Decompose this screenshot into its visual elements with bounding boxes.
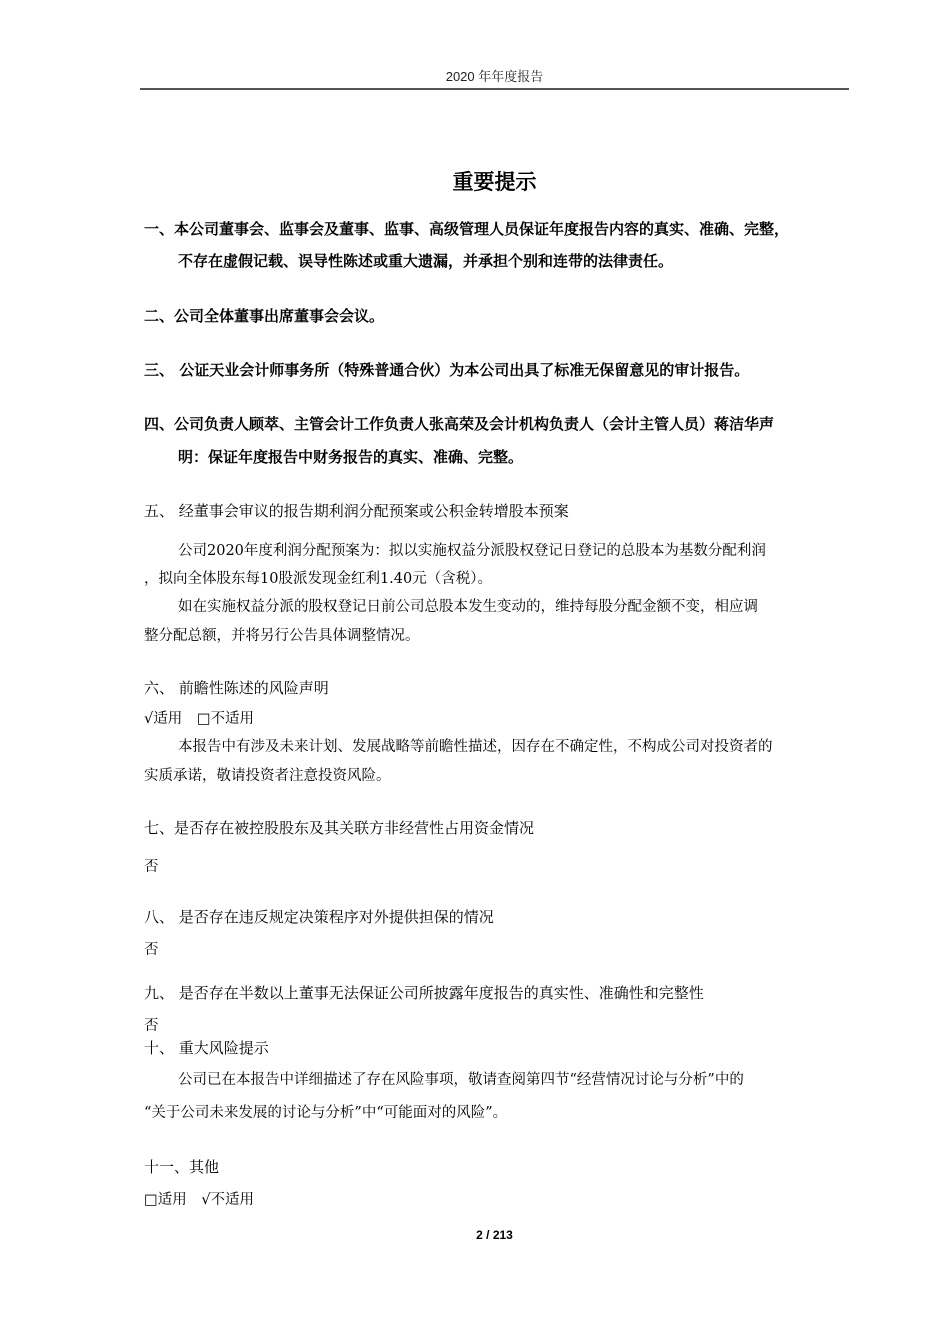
section-6-options [144,709,264,729]
section-11-options [144,1190,264,1210]
section-7-answer: 否 [144,859,159,875]
section-3-line-1: 三、 公证天业会计师事务所（特殊普通合伙）为本公司出具了标准无保留意见的审计报告。 [144,361,750,379]
not-applicable-checked-option: √不适用 [201,1192,255,1208]
section-1-line-1: 一、本公司董事会、监事会及董事、监事、高级管理人员保证年度报告内容的真实、准确、完整， [144,220,790,238]
section-5-heading: 五、 经董事会审议的报告期利润分配预案或公积金转增股本预案 [144,502,569,520]
page-title: 重要提示 [452,170,537,194]
section-6-body-line-2: 实质承诺，敬请投资者注意投资风险。 [144,768,391,784]
section-4-line-1: 四、公司负责人顾萃、主管会计工作负责人张高荣及会计机构负责人（会计主管人员）蒋洁华声 [144,415,775,433]
section-5-body-line-3: 如在实施权益分派的股权登记日前公司总股本发生变动的，维持每股分配金额不变，相应调 [178,599,758,615]
section-5-body-line-4: 整分配总额，并将另行公告具体调整情况。 [144,628,420,644]
applicable-unchecked-option: □适用 [144,1192,187,1208]
header-divider [140,88,849,90]
section-9-heading: 九、 是否存在半数以上董事无法保证公司所披露年度报告的真实性、准确性和完整性 [144,984,704,1002]
section-5-body-line-1: 公司2020年度利润分配预案为：拟以实施权益分派股权登记日登记的总股本为基数分配利润 [178,543,766,559]
not-applicable-unchecked-option: □不适用 [196,711,255,727]
section-9-answer: 否 [144,1018,159,1034]
section-2-line-1: 二、公司全体董事出席董事会会议。 [144,307,385,325]
running-header: 2020 年年度报告 [445,69,544,84]
section-10-body-line-2: “关于公司未来发展的讨论与分析”中“可能面对的风险”。 [144,1105,508,1121]
section-6-heading: 六、 前瞻性陈述的风险声明 [144,679,329,697]
applicable-checked-option: √适用 [144,711,183,727]
section-8-answer: 否 [144,942,159,958]
section-10-heading: 十、 重大风险提示 [144,1039,269,1057]
section-4-line-2: 明：保证年度报告中财务报告的真实、准确、完整。 [178,448,524,466]
section-1-line-2: 不存在虚假记载、误导性陈述或重大遗漏，并承担个别和连带的法律责任。 [178,252,674,270]
section-5-body-line-2: ，拟向全体股东每10股派发现金红利1.40元（含税）。 [144,571,492,587]
page-number: 2 / 213 [476,1228,513,1242]
section-6-body-line-1: 本报告中有涉及未来计划、发展战略等前瞻性描述，因存在不确定性，不构成公司对投资者的 [178,739,773,755]
section-8-heading: 八、 是否存在违反规定决策程序对外提供担保的情况 [144,908,494,926]
section-7-heading: 七、是否存在被控股股东及其关联方非经营性占用资金情况 [144,819,535,837]
section-10-body-line-1: 公司已在本报告中详细描述了存在风险事项，敬请查阅第四节“经营情况讨论与分析”中的 [178,1072,744,1088]
section-11-heading: 十一、其他 [144,1158,220,1176]
